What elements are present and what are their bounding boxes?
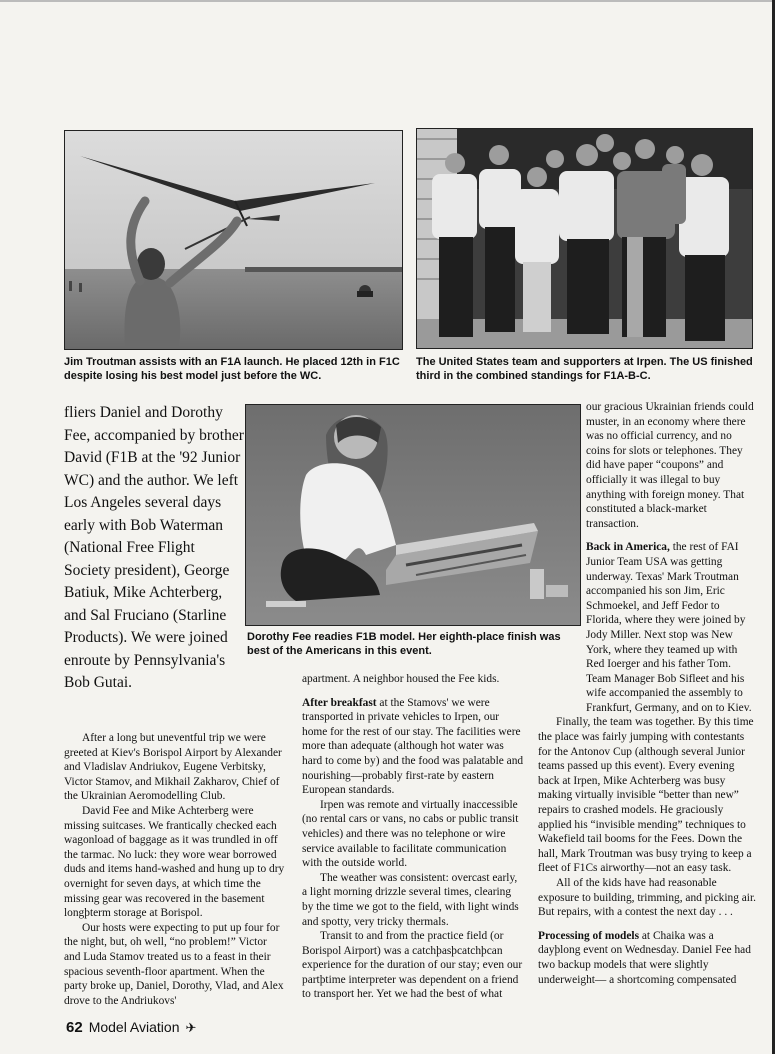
photo1-caption: Jim Troutman assists with an F1A launch. He placed 12th in F1C despite losing his best model just before the WC.: [64, 356, 400, 382]
col2-run-paragraph: [302, 696, 524, 798]
airplane-icon: ✈: [185, 1020, 197, 1035]
photo3-caption: Dorothy Fee readies F1B model. Her eighth-place finish was best of the Americans in this event.: [247, 631, 561, 657]
run-in-body: the rest of FAI Junior Team USA was getting underway. Texas' Mark Troutman accompanied his son Jim, Eric Schmoekel, and Jeff Fedor to Florida, where they were joined by Jody Miller. Next stop was New York, where they teamed up with Red Ioerger and his father Tom. Team Manager Bob Sifleet and his wife accompanied the assembly to Frankfurt, Germany, and on to Kiev.: [586, 541, 752, 714]
run-in-body: at the Stamovs' we were transported in private vehicles to Irpen, our home for the rest of our stay. The facilities were more than adequate (although hot water was hard to come by) and the food was palatable and nourishing—probably first-rate by eastern European standards.: [302, 696, 524, 797]
col1-paragraph: David Fee and Mike Achterberg were missing suitcases. We frantically checked each wagonload of baggage as it was trundled in off the tarmac. No luck: they wore wear borrowed duds and items hand-washed and hung up to dry overnight for seven days, at which time the missing gear was recovered in the basement longþterm storage at Borispol.: [64, 804, 285, 920]
col2-paragraph: Transit to and from the practice field (or Borispol Airport) was a catchþasþcatchþcan experience for the duration of our stay; even our partþtime interpreter was dependent on a friend to transport her. Yet we had the best of what: [302, 930, 523, 1001]
col1-paragraph: Our hosts were expecting to put up four for the night, but, oh well, “no problem!” Victor and Luda Stamov treated us to a feast in their spacious seventh-floor apartment. When the party broke up, Daniel, Dorothy, Vlad, and Alex drove to the Andriukovs': [64, 921, 284, 1007]
run-in-head: Back in America,: [586, 541, 670, 554]
col2-paragraph: Irpen was remote and virtually inaccessible (no rental cars or vans, no cabs or public transit vehicles) and there was no telephone or wire service available to facilitate communication with the outside world.: [302, 798, 519, 870]
column-2: [302, 672, 524, 1002]
col2-first-paragraph: apartment. A neighbor housed the Fee kids.: [302, 673, 500, 685]
column-1: [64, 731, 286, 1008]
photo-f1a-launch: [64, 130, 403, 350]
page-footer: [66, 1019, 196, 1036]
lead-paragraph: fliers Daniel and Dorothy Fee, accompanied by brother David (F1B at the '92 Junior WC) and the author. We left Los Angeles several days early with Bob Waterman (National Free Flight Society president), George Batiuk, Mike Achterberg, and Sal Fruciano (Starline Products). We were joined enroute by Pennsylvania's Bob Gutai.: [64, 404, 244, 691]
col3-run-paragraph: [538, 929, 756, 987]
run-in-head: After breakfast: [302, 696, 377, 709]
column-3: [538, 400, 756, 987]
col2-paragraph: The weather was consistent: overcast early, a light morning drizzle several times, clearing by the time we got to the field, with light winds and spotty, very tricky thermals.: [302, 871, 519, 928]
run-in-body: at Chaika was a dayþlong event on Wednesday. Daniel Fee had two backup models that were slightly underweight— a shortcoming compensated: [538, 929, 751, 986]
photo-dorothy-fee: [245, 404, 581, 626]
col1-paragraph: After a long but uneventful trip we were greeted at Kiev's Borispol Airport by Alexander and Vladislav Andriukov, Eugene Verbitsky, Victor Stamov, and Mikhail Zakharov, Chief of the Ukrainian Aeromodelling Club.: [64, 732, 282, 803]
page-top-edge: [0, 0, 775, 2]
photo-us-team: [416, 128, 753, 349]
page-number: 62: [66, 1019, 83, 1036]
col3-first-paragraph: our gracious Ukrainian friends could muster, in an economy where there was no official currency, and no coins for slots or telephones. They did have paper “coupons” and officially it was illegal to buy anything with foreign money. That constituted a black-market transaction.: [586, 401, 754, 530]
photo2-caption: The United States team and supporters at Irpen. The US finished third in the combined standings for F1A-B-C.: [416, 356, 753, 382]
lead-text: [64, 402, 244, 695]
col3-paragraph: Finally, the team was together. By this time the place was fairly jumping with contestants for the Antonov Cup (although several Junior teams passed up this event). Every evening back at Irpen, Mike Achterberg was busy making virtually invisible “better than new” repairs to crashed models. He graciously applied his “invisible mending” techniques to Wakefield tail booms for the Fees. Down the hall, Mark Troutman was busy trying to keep a fleet of F1Cs airworthy—not an easy task.: [538, 716, 754, 875]
run-in-head: Processing of models: [538, 929, 640, 942]
col3-run-paragraph: [538, 540, 756, 715]
col3-paragraph: All of the kids have had reasonable exposure to building, trimming, and picking air. But repairs, with a contest the next day . . .: [538, 877, 756, 919]
magazine-name: Model Aviation: [88, 1019, 180, 1035]
